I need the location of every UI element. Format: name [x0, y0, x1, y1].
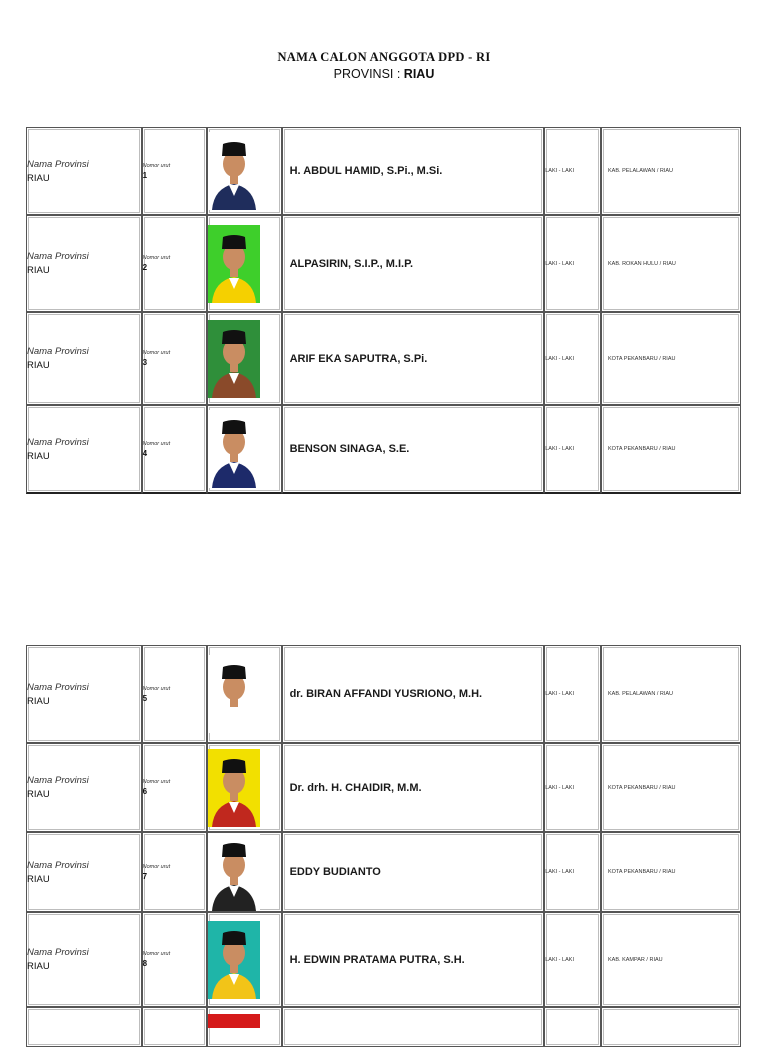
name-cell — [282, 1007, 545, 1047]
candidate-domicile: KOTA PEKANBARU / RIAU — [608, 869, 676, 875]
candidate-domicile: KOTA PEKANBARU / RIAU — [608, 784, 676, 791]
domicile-cell — [601, 312, 741, 405]
gender-cell — [544, 1007, 601, 1047]
candidate-gender: LAKI - LAKI — [545, 260, 574, 267]
number-value: 7 — [142, 871, 148, 881]
candidate-gender: LAKI - LAKI — [545, 446, 574, 452]
name-cell — [282, 312, 545, 405]
number-value: 1 — [142, 170, 148, 180]
province-cell — [26, 743, 142, 832]
candidate-domicile: KAB. KAMPAR / RIAU — [608, 956, 663, 963]
photo-cell — [207, 215, 282, 312]
candidate-gender: LAKI - LAKI — [545, 784, 574, 791]
candidate-photo — [208, 833, 260, 911]
candidate-photo — [208, 749, 260, 827]
candidate-photo — [208, 132, 260, 210]
name-cell — [282, 405, 545, 494]
number-cell — [142, 312, 207, 405]
photo-cell — [207, 645, 282, 743]
candidate-row-partial — [26, 1007, 741, 1047]
candidate-row — [26, 832, 741, 912]
domicile-cell — [601, 1007, 741, 1047]
number-label: Nomor urut — [142, 951, 171, 957]
candidate-photo — [208, 655, 260, 733]
candidate-gender: LAKI - LAKI — [545, 355, 574, 362]
candidate-table-2 — [26, 645, 741, 1047]
candidate-row — [26, 127, 741, 215]
number-label: Nomor urut — [142, 440, 171, 447]
domicile-cell — [601, 405, 741, 494]
province-value: RIAU — [27, 360, 50, 371]
candidate-domicile: KAB. PELALAWAN / RIAU — [608, 691, 674, 697]
number-label: Nomor urut — [142, 779, 171, 785]
province-cell — [26, 405, 142, 494]
candidate-gender: LAKI - LAKI — [545, 691, 574, 697]
number-label: Nomor urut — [142, 255, 171, 261]
number-value: 6 — [142, 787, 148, 796]
photo-cell — [207, 1007, 282, 1047]
candidate-table-1 — [26, 127, 741, 494]
candidate-photo — [208, 921, 260, 999]
province-label: Nama Provinsi — [27, 859, 89, 871]
candidate-name: H. ABDUL HAMID, S.Pi., M.Si. — [289, 165, 443, 177]
subtitle-province: RIAU — [403, 67, 435, 81]
number-label: Nomor urut — [142, 162, 171, 169]
province-cell — [26, 912, 142, 1007]
gender-cell — [544, 405, 601, 494]
photo-cell — [207, 743, 282, 832]
page-subtitle — [0, 67, 768, 81]
gender-cell — [544, 912, 601, 1007]
domicile-cell — [601, 832, 741, 912]
number-value: 8 — [142, 959, 148, 968]
province-cell — [26, 312, 142, 405]
number-label: Nomor urut — [142, 685, 171, 692]
name-cell — [282, 832, 545, 912]
name-cell — [282, 743, 545, 832]
province-value: RIAU — [27, 873, 50, 885]
province-cell — [26, 215, 142, 312]
number-label: Nomor urut — [142, 863, 171, 870]
candidate-photo — [208, 320, 260, 398]
name-cell — [282, 127, 545, 215]
number-cell — [142, 405, 207, 494]
number-value: 4 — [142, 448, 148, 458]
number-cell — [142, 215, 207, 312]
province-label: Nama Provinsi — [27, 775, 89, 786]
number-value: 3 — [142, 358, 148, 367]
number-value: 5 — [142, 693, 148, 703]
candidate-name: EDDY BUDIANTO — [289, 866, 381, 878]
domicile-cell — [601, 912, 741, 1007]
number-cell — [142, 912, 207, 1007]
name-cell — [282, 912, 545, 1007]
number-cell — [142, 127, 207, 215]
province-cell — [26, 1007, 142, 1047]
photo-cell — [207, 912, 282, 1007]
page-title: NAMA CALON ANGGOTA DPD - RI — [277, 50, 491, 64]
gender-cell — [544, 312, 601, 405]
candidate-name: ALPASIRIN, S.I.P., M.I.P. — [289, 257, 414, 270]
domicile-cell — [601, 127, 741, 215]
province-label: Nama Provinsi — [27, 158, 89, 170]
name-cell — [282, 645, 545, 743]
candidate-photo — [208, 1008, 260, 1028]
province-label: Nama Provinsi — [27, 346, 89, 357]
candidate-domicile: KAB. PELALAWAN / RIAU — [608, 168, 674, 174]
province-value: RIAU — [27, 265, 50, 276]
candidate-row — [26, 215, 741, 312]
province-cell — [26, 127, 142, 215]
candidate-row — [26, 405, 741, 494]
gender-cell — [544, 743, 601, 832]
candidate-domicile: KAB. ROKAN HULU / RIAU — [608, 260, 676, 267]
candidate-gender: LAKI - LAKI — [545, 168, 574, 174]
candidate-name: dr. BIRAN AFFANDI YUSRIONO, M.H. — [289, 688, 483, 700]
province-value: RIAU — [27, 450, 50, 462]
domicile-cell — [601, 743, 741, 832]
gender-cell — [544, 832, 601, 912]
candidate-name: Dr. drh. H. CHAIDIR, M.M. — [289, 781, 422, 794]
gender-cell — [544, 127, 601, 215]
candidate-name: ARIF EKA SAPUTRA, S.Pi. — [289, 352, 428, 365]
page-header — [0, 50, 768, 81]
province-label: Nama Provinsi — [27, 947, 89, 958]
domicile-cell — [601, 645, 741, 743]
photo-cell — [207, 405, 282, 494]
province-value: RIAU — [27, 695, 50, 707]
name-cell — [282, 215, 545, 312]
candidate-row — [26, 645, 741, 743]
domicile-cell — [601, 215, 741, 312]
candidate-name: BENSON SINAGA, S.E. — [289, 443, 410, 455]
candidate-gender: LAKI - LAKI — [545, 956, 574, 963]
number-cell — [142, 832, 207, 912]
photo-cell — [207, 832, 282, 912]
province-value: RIAU — [27, 172, 50, 184]
candidate-name: H. EDWIN PRATAMA PUTRA, S.H. — [289, 953, 465, 966]
number-label: Nomor urut — [142, 350, 171, 356]
candidate-row — [26, 312, 741, 405]
number-cell — [142, 645, 207, 743]
province-label: Nama Provinsi — [27, 436, 89, 448]
province-label: Nama Provinsi — [27, 681, 89, 693]
number-value: 2 — [142, 263, 148, 272]
candidate-row — [26, 743, 741, 832]
number-cell — [142, 1007, 207, 1047]
photo-cell — [207, 312, 282, 405]
province-label: Nama Provinsi — [27, 251, 89, 262]
candidate-domicile: KOTA PEKANBARU / RIAU — [608, 446, 676, 452]
gender-cell — [544, 645, 601, 743]
gender-cell — [544, 215, 601, 312]
candidate-row — [26, 912, 741, 1007]
province-value: RIAU — [27, 789, 50, 800]
province-value: RIAU — [27, 961, 50, 972]
candidate-photo — [208, 225, 260, 303]
photo-cell — [207, 127, 282, 215]
candidate-photo — [208, 410, 260, 488]
subtitle-prefix: PROVINSI : — [333, 67, 404, 81]
number-cell — [142, 743, 207, 832]
candidate-domicile: KOTA PEKANBARU / RIAU — [608, 355, 676, 362]
province-cell — [26, 832, 142, 912]
candidate-gender: LAKI - LAKI — [545, 869, 574, 875]
province-cell — [26, 645, 142, 743]
